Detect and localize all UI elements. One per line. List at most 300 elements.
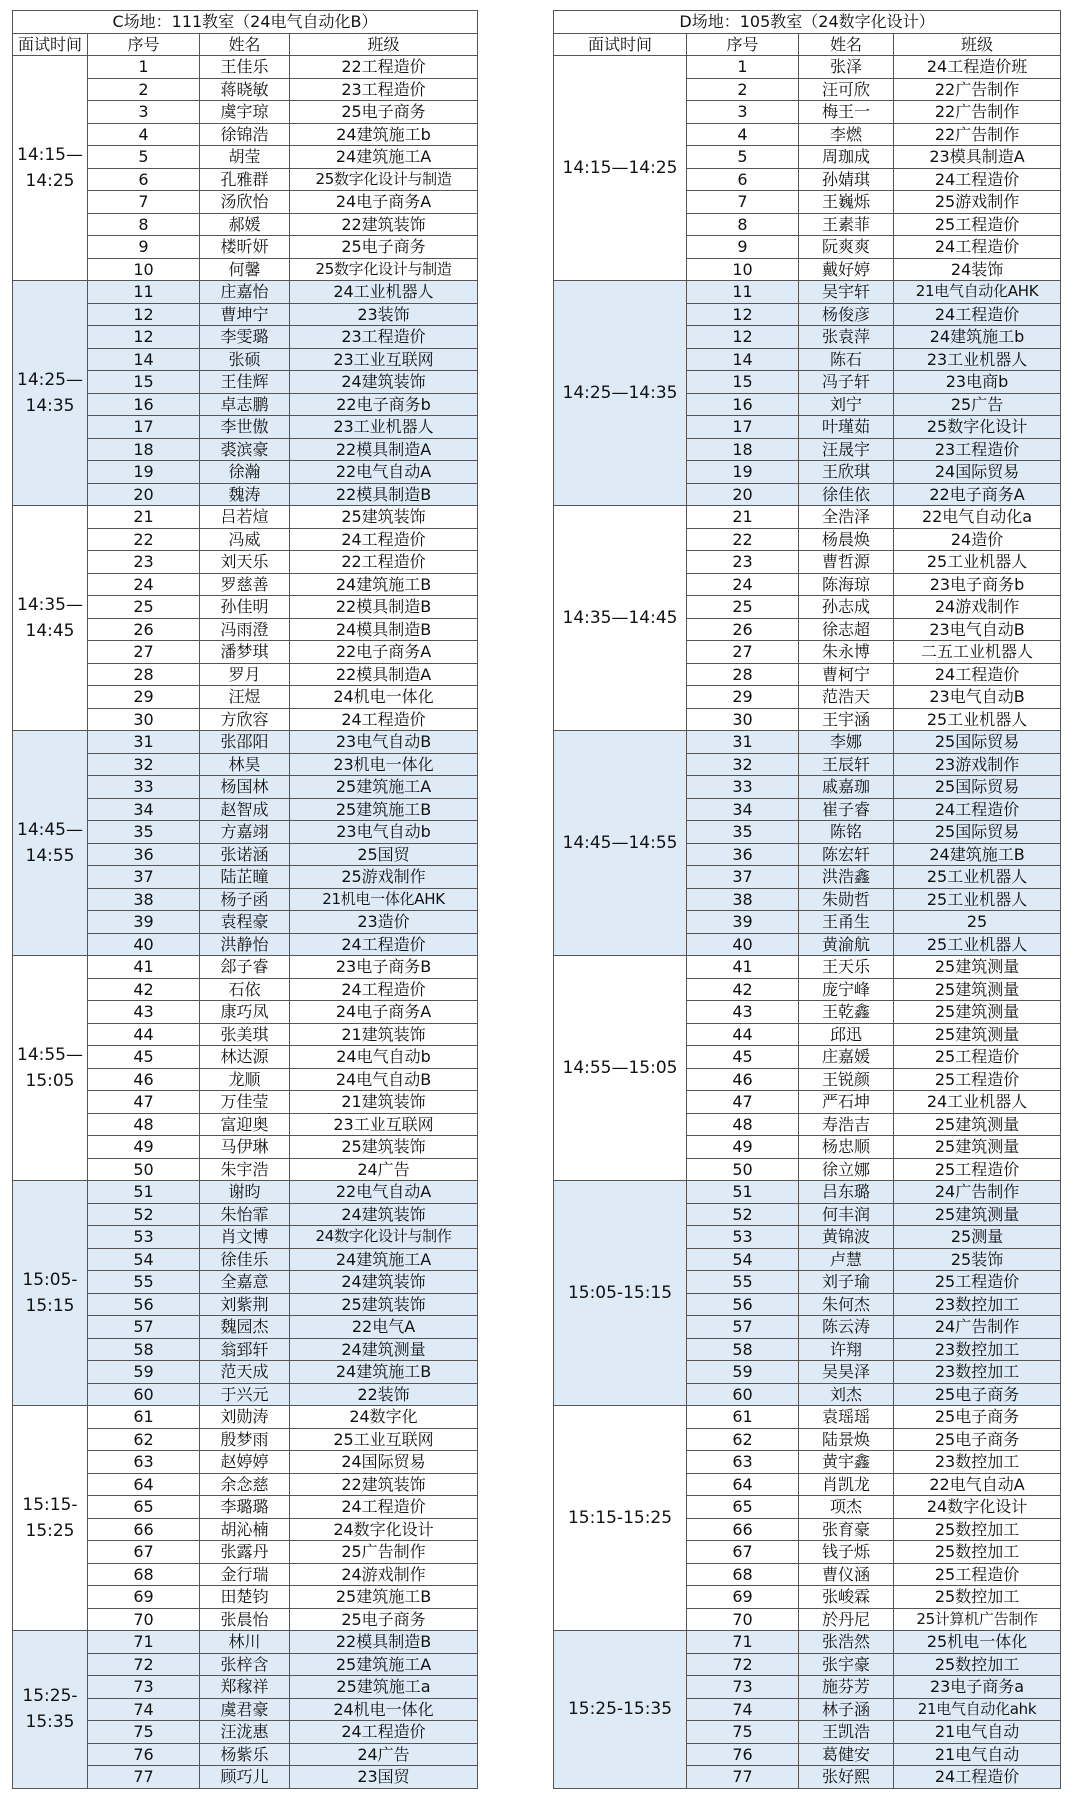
class-cell: 25广告 <box>894 393 1061 416</box>
name-cell: 杨俊彦 <box>799 303 894 326</box>
name-cell: 张美琪 <box>200 1023 290 1046</box>
class-cell: 24装饰 <box>894 258 1061 281</box>
number-cell: 15 <box>88 371 200 394</box>
number-cell: 43 <box>88 1001 200 1024</box>
name-cell: 王凯浩 <box>799 1721 894 1744</box>
number-cell: 4 <box>88 123 200 146</box>
class-cell: 23电子商务a <box>894 1676 1061 1699</box>
number-cell: 48 <box>687 1113 799 1136</box>
class-cell: 24游戏制作 <box>290 1563 478 1586</box>
class-cell: 25工程造价 <box>894 213 1061 236</box>
header-time: 面试时间 <box>554 33 687 56</box>
number-cell: 19 <box>88 461 200 484</box>
table-row <box>13 956 478 979</box>
name-cell: 范浩天 <box>799 686 894 709</box>
name-cell: 卓志鹏 <box>200 393 290 416</box>
number-cell: 24 <box>687 573 799 596</box>
number-cell: 57 <box>88 1316 200 1339</box>
class-cell: 24工程造价 <box>290 528 478 551</box>
number-cell: 69 <box>687 1586 799 1609</box>
name-cell: 洪浩鑫 <box>799 866 894 889</box>
number-cell: 42 <box>687 978 799 1001</box>
number-cell: 9 <box>687 236 799 259</box>
class-cell: 24工程造价 <box>894 236 1061 259</box>
name-cell: 戴好婷 <box>799 258 894 281</box>
number-cell: 58 <box>687 1338 799 1361</box>
class-cell: 24建筑施工B <box>290 573 478 596</box>
number-cell: 22 <box>687 528 799 551</box>
name-cell: 曹坤宁 <box>200 303 290 326</box>
class-cell: 25计算机广告制作 <box>894 1608 1061 1631</box>
class-cell: 25建筑测量 <box>894 978 1061 1001</box>
name-cell: 马伊琳 <box>200 1136 290 1159</box>
number-cell: 77 <box>687 1766 799 1789</box>
class-cell: 24国际贸易 <box>894 461 1061 484</box>
number-cell: 45 <box>687 1046 799 1069</box>
number-cell: 74 <box>88 1698 200 1721</box>
number-cell: 21 <box>687 506 799 529</box>
name-cell: 虞君豪 <box>200 1698 290 1721</box>
name-cell: 王欣琪 <box>799 461 894 484</box>
name-cell: 林昊 <box>200 753 290 776</box>
number-cell: 12 <box>88 326 200 349</box>
number-cell: 67 <box>88 1541 200 1564</box>
class-cell: 25电子商务 <box>290 101 478 124</box>
number-cell: 54 <box>687 1248 799 1271</box>
class-cell: 22电气自动A <box>894 1473 1061 1496</box>
name-cell: 全嘉意 <box>200 1271 290 1294</box>
name-cell: 吴宇轩 <box>799 281 894 304</box>
class-cell: 21电气自动化ahk <box>894 1698 1061 1721</box>
name-cell: 张晨怡 <box>200 1608 290 1631</box>
class-cell: 24工程造价 <box>894 798 1061 821</box>
name-cell: 李世傲 <box>200 416 290 439</box>
class-cell: 22工程造价 <box>290 56 478 79</box>
name-cell: 朱怡霏 <box>200 1203 290 1226</box>
class-cell: 22模具制造B <box>290 1631 478 1654</box>
number-cell: 51 <box>88 1181 200 1204</box>
name-cell: 孙佳明 <box>200 596 290 619</box>
number-cell: 18 <box>88 438 200 461</box>
class-cell: 25机电一体化 <box>894 1631 1061 1654</box>
name-cell: 徐佳依 <box>799 483 894 506</box>
name-cell: 田楚钧 <box>200 1586 290 1609</box>
class-cell: 24数字化设计与制作 <box>290 1226 478 1249</box>
name-cell: 黄锦波 <box>799 1226 894 1249</box>
class-cell: 23数控加工 <box>894 1361 1061 1384</box>
number-cell: 56 <box>687 1293 799 1316</box>
name-cell: 袁程豪 <box>200 911 290 934</box>
number-cell: 77 <box>88 1766 200 1789</box>
name-cell: 林子涵 <box>799 1698 894 1721</box>
class-cell: 22装饰 <box>290 1383 478 1406</box>
number-cell: 66 <box>687 1518 799 1541</box>
name-cell: 吕若煊 <box>200 506 290 529</box>
number-cell: 12 <box>687 326 799 349</box>
name-cell: 刘天乐 <box>200 551 290 574</box>
number-cell: 41 <box>687 956 799 979</box>
class-cell: 24工程造价 <box>894 168 1061 191</box>
number-cell: 11 <box>687 281 799 304</box>
class-cell: 24数字化设计 <box>894 1496 1061 1519</box>
class-cell: 23电气自动b <box>290 821 478 844</box>
number-cell: 18 <box>687 438 799 461</box>
number-cell: 46 <box>687 1068 799 1091</box>
class-cell: 25国际贸易 <box>894 731 1061 754</box>
time-slot-cell: 15:15-15:25 <box>554 1406 687 1631</box>
class-cell: 25数字化设计 <box>894 416 1061 439</box>
class-cell: 22电气A <box>290 1316 478 1339</box>
name-cell: 张袁萍 <box>799 326 894 349</box>
class-cell: 24造价 <box>894 528 1061 551</box>
name-cell: 张宇豪 <box>799 1653 894 1676</box>
class-cell: 25工业机器人 <box>894 708 1061 731</box>
number-cell: 15 <box>687 371 799 394</box>
number-cell: 37 <box>687 866 799 889</box>
class-cell: 二五工业机器人 <box>894 641 1061 664</box>
number-cell: 2 <box>88 78 200 101</box>
header-time: 面试时间 <box>13 33 88 56</box>
class-cell: 25建筑测量 <box>894 1203 1061 1226</box>
name-cell: 龙顺 <box>200 1068 290 1091</box>
name-cell: 王素菲 <box>799 213 894 236</box>
name-cell: 朱何杰 <box>799 1293 894 1316</box>
number-cell: 66 <box>88 1518 200 1541</box>
table-row <box>554 1181 1061 1204</box>
number-cell: 35 <box>687 821 799 844</box>
class-cell: 22模具制造A <box>290 663 478 686</box>
class-cell: 25建筑测量 <box>894 1023 1061 1046</box>
class-cell: 23造价 <box>290 911 478 934</box>
class-cell: 24建筑施工A <box>290 1248 478 1271</box>
class-cell: 24游戏制作 <box>894 596 1061 619</box>
class-cell: 23数控加工 <box>894 1338 1061 1361</box>
class-cell: 24建筑装饰 <box>290 371 478 394</box>
class-cell: 25数控加工 <box>894 1586 1061 1609</box>
name-cell: 罗月 <box>200 663 290 686</box>
time-slot-cell: 14:15— 14:25 <box>13 56 88 281</box>
number-cell: 50 <box>687 1158 799 1181</box>
number-cell: 12 <box>88 303 200 326</box>
class-cell: 25建筑装饰 <box>290 1293 478 1316</box>
number-cell: 41 <box>88 956 200 979</box>
table-row <box>13 1631 478 1654</box>
class-cell: 25数控加工 <box>894 1653 1061 1676</box>
name-cell: 张硕 <box>200 348 290 371</box>
number-cell: 68 <box>687 1563 799 1586</box>
number-cell: 44 <box>88 1023 200 1046</box>
name-cell: 刘紫荆 <box>200 1293 290 1316</box>
number-cell: 1 <box>88 56 200 79</box>
class-cell: 22广告制作 <box>894 123 1061 146</box>
class-cell: 24工程造价 <box>290 933 478 956</box>
venue-c-table <box>12 10 478 1789</box>
name-cell: 刘勋涛 <box>200 1406 290 1429</box>
class-cell: 25建筑施工B <box>290 1586 478 1609</box>
name-cell: 张泽 <box>799 56 894 79</box>
number-cell: 47 <box>88 1091 200 1114</box>
name-cell: 刘宁 <box>799 393 894 416</box>
name-cell: 刘子瑜 <box>799 1271 894 1294</box>
name-cell: 何丰润 <box>799 1203 894 1226</box>
name-cell: 李娜 <box>799 731 894 754</box>
name-cell: 张梓含 <box>200 1653 290 1676</box>
number-cell: 72 <box>687 1653 799 1676</box>
number-cell: 20 <box>88 483 200 506</box>
name-cell: 金行瑞 <box>200 1563 290 1586</box>
class-cell: 24工程造价 <box>290 708 478 731</box>
class-cell: 23电子商务b <box>894 573 1061 596</box>
class-cell: 24电子商务A <box>290 1001 478 1024</box>
name-cell: 汪泷惠 <box>200 1721 290 1744</box>
number-cell: 3 <box>687 101 799 124</box>
class-cell: 23工程造价 <box>290 78 478 101</box>
table-row <box>13 1181 478 1204</box>
name-cell: 王辰轩 <box>799 753 894 776</box>
class-cell: 24建筑装饰 <box>290 1203 478 1226</box>
name-cell: 徐佳乐 <box>200 1248 290 1271</box>
number-cell: 31 <box>687 731 799 754</box>
name-cell: 崔子睿 <box>799 798 894 821</box>
class-cell: 22电气自动A <box>290 1181 478 1204</box>
name-cell: 林达源 <box>200 1046 290 1069</box>
name-cell: 张诺涵 <box>200 843 290 866</box>
class-cell: 24电气自动B <box>290 1068 478 1091</box>
name-cell: 吕东璐 <box>799 1181 894 1204</box>
class-cell: 22电子商务A <box>894 483 1061 506</box>
class-cell: 22模具制造B <box>290 483 478 506</box>
name-cell: 张邵阳 <box>200 731 290 754</box>
class-cell: 24工业机器人 <box>290 281 478 304</box>
name-cell: 徐锦浩 <box>200 123 290 146</box>
number-cell: 49 <box>88 1136 200 1159</box>
table-row <box>554 56 1061 79</box>
name-cell: 陈海琼 <box>799 573 894 596</box>
class-cell: 23游戏制作 <box>894 753 1061 776</box>
number-cell: 6 <box>88 168 200 191</box>
class-cell: 24工程造价 <box>290 1721 478 1744</box>
name-cell: 杨忠顺 <box>799 1136 894 1159</box>
name-cell: 严石坤 <box>799 1091 894 1114</box>
class-cell: 25电子商务 <box>290 236 478 259</box>
name-cell: 曹仪涵 <box>799 1563 894 1586</box>
number-cell: 40 <box>88 933 200 956</box>
class-cell: 24广告制作 <box>894 1181 1061 1204</box>
name-cell: 谢昀 <box>200 1181 290 1204</box>
number-cell: 3 <box>88 101 200 124</box>
class-cell: 22建筑装饰 <box>290 213 478 236</box>
class-cell: 25建筑施工A <box>290 776 478 799</box>
time-slot-cell: 15:05- 15:15 <box>13 1181 88 1406</box>
number-cell: 65 <box>687 1496 799 1519</box>
number-cell: 26 <box>88 618 200 641</box>
time-slot-cell: 14:35—14:45 <box>554 506 687 731</box>
class-cell: 25电子商务 <box>894 1406 1061 1429</box>
class-cell: 25广告制作 <box>290 1541 478 1564</box>
class-cell: 25建筑施工A <box>290 1653 478 1676</box>
number-cell: 40 <box>687 933 799 956</box>
name-cell: 张浩然 <box>799 1631 894 1654</box>
venue-c-body <box>13 56 478 1789</box>
number-cell: 63 <box>687 1451 799 1474</box>
time-slot-cell: 14:25— 14:35 <box>13 281 88 506</box>
number-cell: 12 <box>687 303 799 326</box>
number-cell: 7 <box>88 191 200 214</box>
name-cell: 王天乐 <box>799 956 894 979</box>
name-cell: 冯子轩 <box>799 371 894 394</box>
class-cell: 24国际贸易 <box>290 1451 478 1474</box>
name-cell: 王佳辉 <box>200 371 290 394</box>
class-cell: 25工程造价 <box>894 1046 1061 1069</box>
name-cell: 曹柯宁 <box>799 663 894 686</box>
class-cell: 25建筑施工a <box>290 1676 478 1699</box>
class-cell: 25电子商务 <box>894 1428 1061 1451</box>
class-cell: 25工业机器人 <box>894 551 1061 574</box>
number-cell: 28 <box>687 663 799 686</box>
name-cell: 卢慧 <box>799 1248 894 1271</box>
name-cell: 王巍烁 <box>799 191 894 214</box>
name-cell: 刘杰 <box>799 1383 894 1406</box>
name-cell: 林川 <box>200 1631 290 1654</box>
table-row <box>13 56 478 79</box>
number-cell: 46 <box>88 1068 200 1091</box>
number-cell: 76 <box>88 1743 200 1766</box>
name-cell: 黄渝航 <box>799 933 894 956</box>
class-cell: 25 <box>894 911 1061 934</box>
name-cell: 吴昊泽 <box>799 1361 894 1384</box>
name-cell: 孙婧琪 <box>799 168 894 191</box>
name-cell: 虞宇琼 <box>200 101 290 124</box>
number-cell: 16 <box>687 393 799 416</box>
name-cell: 项杰 <box>799 1496 894 1519</box>
name-cell: 康巧凤 <box>200 1001 290 1024</box>
class-cell: 24机电一体化 <box>290 686 478 709</box>
name-cell: 万佳莹 <box>200 1091 290 1114</box>
venue-d-table <box>553 10 1061 1789</box>
class-cell: 25国际贸易 <box>894 821 1061 844</box>
class-cell: 25工业机器人 <box>894 888 1061 911</box>
table-row <box>13 281 478 304</box>
name-cell: 陈宏轩 <box>799 843 894 866</box>
table-row <box>554 1406 1061 1429</box>
name-cell: 徐志超 <box>799 618 894 641</box>
number-cell: 36 <box>88 843 200 866</box>
number-cell: 58 <box>88 1338 200 1361</box>
name-cell: 魏园杰 <box>200 1316 290 1339</box>
name-cell: 阮爽爽 <box>799 236 894 259</box>
class-cell: 24模具制造B <box>290 618 478 641</box>
name-cell: 王乾鑫 <box>799 1001 894 1024</box>
name-cell: 郑稼祥 <box>200 1676 290 1699</box>
name-cell: 赵智成 <box>200 798 290 821</box>
name-cell: 庞宁峰 <box>799 978 894 1001</box>
class-cell: 22模具制造A <box>290 438 478 461</box>
name-cell: 张露丹 <box>200 1541 290 1564</box>
number-cell: 9 <box>88 236 200 259</box>
class-cell: 23电气自动B <box>290 731 478 754</box>
name-cell: 汪可欣 <box>799 78 894 101</box>
class-cell: 24广告 <box>290 1743 478 1766</box>
number-cell: 34 <box>88 798 200 821</box>
name-cell: 许翔 <box>799 1338 894 1361</box>
number-cell: 17 <box>88 416 200 439</box>
class-cell: 25建筑施工B <box>290 798 478 821</box>
number-cell: 42 <box>88 978 200 1001</box>
name-cell: 於丹尼 <box>799 1608 894 1631</box>
number-cell: 74 <box>687 1698 799 1721</box>
class-cell: 24电气自动b <box>290 1046 478 1069</box>
class-cell: 23模具制造A <box>894 146 1061 169</box>
time-slot-cell: 14:15—14:25 <box>554 56 687 281</box>
class-cell: 24数字化 <box>290 1406 478 1429</box>
class-cell: 21机电一体化AHK <box>290 888 478 911</box>
class-cell: 22建筑装饰 <box>290 1473 478 1496</box>
number-cell: 60 <box>88 1383 200 1406</box>
class-cell: 23工业机器人 <box>290 416 478 439</box>
name-cell: 李璐璐 <box>200 1496 290 1519</box>
class-cell: 24工程造价 <box>894 663 1061 686</box>
number-cell: 50 <box>88 1158 200 1181</box>
number-cell: 67 <box>687 1541 799 1564</box>
header-name: 姓名 <box>200 33 290 56</box>
name-cell: 冯威 <box>200 528 290 551</box>
class-cell: 25工程造价 <box>894 1158 1061 1181</box>
class-cell: 24广告制作 <box>894 1316 1061 1339</box>
name-cell: 徐瀚 <box>200 461 290 484</box>
class-cell: 25数控加工 <box>894 1541 1061 1564</box>
name-cell: 李燃 <box>799 123 894 146</box>
name-cell: 蒋晓敏 <box>200 78 290 101</box>
number-cell: 52 <box>88 1203 200 1226</box>
name-cell: 曹哲源 <box>799 551 894 574</box>
number-cell: 61 <box>88 1406 200 1429</box>
name-cell: 陆景焕 <box>799 1428 894 1451</box>
class-cell: 25建筑测量 <box>894 956 1061 979</box>
class-cell: 25建筑测量 <box>894 1001 1061 1024</box>
number-cell: 75 <box>687 1721 799 1744</box>
class-cell: 25装饰 <box>894 1248 1061 1271</box>
name-cell: 梅王一 <box>799 101 894 124</box>
number-cell: 68 <box>88 1563 200 1586</box>
class-cell: 24数字化设计 <box>290 1518 478 1541</box>
number-cell: 75 <box>88 1721 200 1744</box>
number-cell: 59 <box>88 1361 200 1384</box>
header-name: 姓名 <box>799 33 894 56</box>
number-cell: 4 <box>687 123 799 146</box>
number-cell: 27 <box>88 641 200 664</box>
name-cell: 朱勋哲 <box>799 888 894 911</box>
number-cell: 28 <box>88 663 200 686</box>
number-cell: 48 <box>88 1113 200 1136</box>
table-row <box>13 731 478 754</box>
number-cell: 24 <box>88 573 200 596</box>
name-cell: 庄嘉怡 <box>200 281 290 304</box>
number-cell: 71 <box>88 1631 200 1654</box>
number-cell: 10 <box>687 258 799 281</box>
number-cell: 29 <box>687 686 799 709</box>
name-cell: 孔雅群 <box>200 168 290 191</box>
number-cell: 17 <box>687 416 799 439</box>
table-row <box>13 506 478 529</box>
table-row <box>13 1406 478 1429</box>
number-cell: 29 <box>88 686 200 709</box>
name-cell: 徐立娜 <box>799 1158 894 1181</box>
time-slot-cell: 15:05-15:15 <box>554 1181 687 1406</box>
name-cell: 钱子烁 <box>799 1541 894 1564</box>
number-cell: 22 <box>88 528 200 551</box>
number-cell: 27 <box>687 641 799 664</box>
time-slot-cell: 14:55—15:05 <box>554 956 687 1181</box>
